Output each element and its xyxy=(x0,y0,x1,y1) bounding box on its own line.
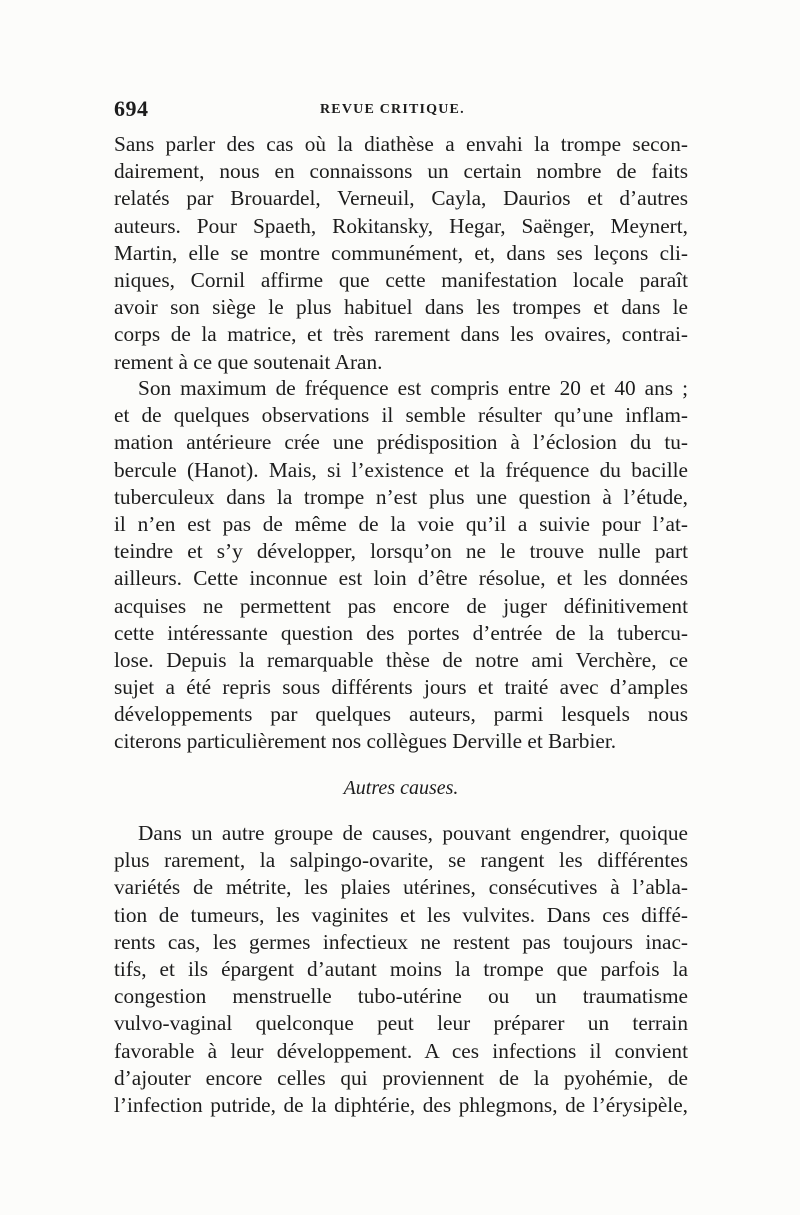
page-number: 694 xyxy=(114,96,149,121)
text-line: citerons particulièrement nos collègues Derville et Barbier. xyxy=(114,729,617,754)
paragraph-diathese xyxy=(114,131,688,376)
paragraph-autres-causes xyxy=(114,820,688,1119)
text-line: vulvo-vaginal quelconque peut leur préparer un terrain xyxy=(114,1011,688,1036)
text-line: bercule (Hanot). Mais, si l’existence et la fréquence du bacille xyxy=(114,457,688,482)
text-line: niques, Cornil affirme que cette manifestation locale paraît xyxy=(114,267,688,292)
text-line: relatés par Brouardel, Verneuil, Cayla, Daurios et d’autres xyxy=(114,186,688,211)
text-line: dairement, nous en connaissons un certain nombre de faits xyxy=(114,159,688,184)
text-line: teindre et s’y développer, lorsqu’on ne le trouve nulle part xyxy=(114,539,688,564)
text-line: développements par quelques auteurs, parmi lesquels nous xyxy=(114,702,688,727)
text-line: tifs, et ils épargent d’autant moins la trompe que parfois la xyxy=(114,956,688,981)
text-line: mation antérieure crée une prédisposition à l’éclosion du tu- xyxy=(114,430,688,455)
text-line: cette intéressante question des portes d’entrée de la tubercu- xyxy=(114,620,688,645)
text-line: tuberculeux dans la trompe n’est plus une question à l’étude, xyxy=(114,484,688,509)
text-line: Sans parler des cas où la diathèse a envahi la trompe secon- xyxy=(114,132,688,156)
text-line: d’ajouter encore celles qui proviennent de la pyohémie, de xyxy=(114,1065,688,1090)
text-line: rement à ce que soutenait Aran. xyxy=(114,349,383,374)
text-line: ailleurs. Cette inconnue est loin d’être résolue, et les données xyxy=(114,566,688,591)
page-header xyxy=(114,96,686,126)
section-title: Autres causes. xyxy=(343,777,459,799)
paragraph-frequence xyxy=(114,375,688,756)
text-line: sujet a été repris sous différents jours et traité avec d’amples xyxy=(114,675,688,700)
text-line: l’infection putride, de la diphtérie, des phlegmons, de l’érysipèle, xyxy=(114,1092,688,1117)
text-line: auteurs. Pour Spaeth, Rokitansky, Hegar, Saënger, Meynert, xyxy=(114,213,688,238)
text-line: congestion menstruelle tubo-utérine ou un traumatisme xyxy=(114,984,688,1009)
text-line: Martin, elle se montre communément, et, dans ses leçons cli- xyxy=(114,240,688,265)
text-line: acquises ne permettent pas encore de juger définitivement xyxy=(114,593,688,618)
text-line: corps de la matrice, et très rarement dans les ovaires, contrai- xyxy=(114,322,688,347)
text-line: rents cas, les germes infectieux ne restent pas toujours inac- xyxy=(114,929,688,954)
text-line: avoir son siège le plus habituel dans les trompes et dans le xyxy=(114,295,688,320)
text-line: Son maximum de fréquence est compris entre 20 et 40 ans ; xyxy=(138,376,688,400)
text-line: tion de tumeurs, les vaginites et les vulvites. Dans ces diffé- xyxy=(114,902,688,927)
text-line: favorable à leur développement. A ces infections il convient xyxy=(114,1038,688,1063)
text-line: il n’en est pas de même de la voie qu’il a suivie pour l’at- xyxy=(114,511,688,536)
text-line: et de quelques observations il semble résulter qu’une inflam- xyxy=(114,403,688,428)
text-line: variétés de métrite, les plaies utérines, consécutives à l’abla- xyxy=(114,875,688,900)
text-line: lose. Depuis la remarquable thèse de notre ami Verchère, ce xyxy=(114,647,688,672)
text-line: plus rarement, la salpingo-ovarite, se rangent les différentes xyxy=(114,848,688,873)
text-line: Dans un autre groupe de causes, pouvant engendrer, quoique xyxy=(138,821,688,845)
running-head: REVUE CRITIQUE. xyxy=(320,102,465,117)
